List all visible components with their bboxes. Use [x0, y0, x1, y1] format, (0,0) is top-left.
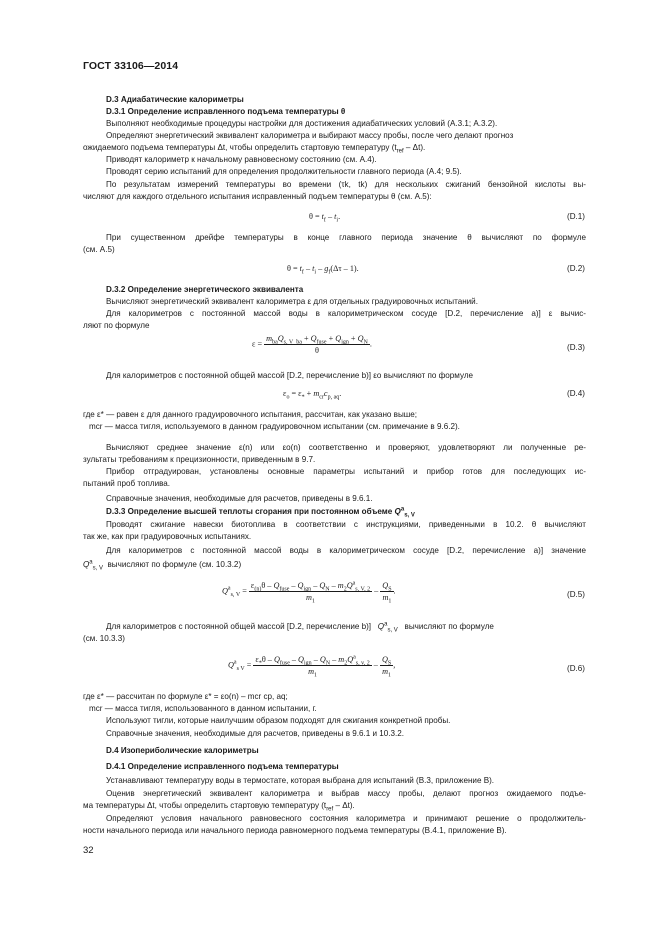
paragraph-line: (см. 10.3.3)	[83, 634, 126, 643]
paragraph-line: числяют для каждого отдельного испытания исправленный подъем температуры θ (см. А.5):	[83, 192, 432, 201]
paragraph-line: Для калориметров с постоянной общей массой [D.2, перечисление b)] εo вычисляют по формуле	[106, 371, 474, 380]
section-d31-title: D.3.1 Определение исправленного подъема температуры θ	[106, 107, 346, 116]
paragraph-line: Используют тигли, которые наилучшим образом подходят для сжигания конкретной пробы.	[106, 716, 451, 725]
paragraph-line: Для калориметров с постоянной массой воды в калориметрическом сосуде [D.2, перечисление а)] значение	[106, 546, 586, 555]
equation-number: (D.5)	[567, 590, 585, 599]
paragraph-line: Определяют условия начального равновесного состояния калориметра и принимают решение о продолжитель-	[106, 814, 586, 823]
paragraph-line: ма температуры Δt, чтобы определить стартовую температуру $(t_{ref} - \Delta t)$.	[83, 801, 355, 813]
paragraph-line: Приводят калориметр к начальному равновесному состоянию (см. А.4).	[106, 155, 377, 164]
paragraph-line: так же, как при градуировочных испытаниях.	[83, 532, 252, 541]
page-number: 32	[83, 845, 94, 856]
document-header: ГОСТ 33106—2014	[83, 60, 179, 72]
paragraph-line: При существенном дрейфе температуры в конце главного периода значение θ вычисляют по формуле	[106, 233, 586, 242]
equation-number: (D.1)	[567, 212, 585, 221]
paragraph-line: где ε* — равен ε для данного градуировочного испытания, рассчитан, как указано выше;	[83, 410, 418, 419]
paragraph-line: ляют по формуле	[83, 321, 150, 330]
paragraph-line: пытаний проб топлива.	[83, 479, 171, 488]
equation-number: (D.4)	[567, 389, 585, 398]
paragraph-line: $Q^a_{s, V}$ вычисляют по формуле (см. 10.3.2)	[83, 559, 242, 572]
paragraph-line: mcr — масса тигля, используемого в данном градуировочном испытании (см. примечание в 9.6.2).	[89, 422, 460, 431]
paragraph-line: (см. А.5)	[83, 245, 115, 254]
formula-d5: $Q^a_{s, V}$ = $\frac{\varepsilon_{(n)}\theta - Q_{fuse} - Q_{ign} - Q_N - m_2Q^a_{s, V, 2}}{m_1}$ – $\frac{Q_S}{m_1}$ .	[222, 580, 396, 605]
formula-d2: $\theta = t_f - t_i - g_f(\Delta\tau - 1)$.	[287, 264, 359, 276]
paragraph-line: Оценив энергетический эквивалент калориметра и выбрав массу пробы, делают прогноз ожидаемого подъе-	[106, 789, 586, 798]
paragraph-line: ности начального периода или начального периода равномерного подъема температуры (В.4.1, приложение В).	[83, 826, 507, 835]
paragraph-line: mcr — масса тигля, использованного в данном испытании, г.	[89, 704, 317, 713]
paragraph-line: Вычисляют среднее значение ε(n) или εo(n) соответственно и проверяют, удовлетворяют ли полученные ре-	[106, 443, 586, 452]
paragraph-line: По результатам измерений температуры во времени (τk, tk) для нескольких сжиганий бензойной кислоты вы-	[106, 180, 586, 189]
paragraph-line: Проводят серию испытаний для определения продолжительности главного периода (А.4; 9.5).	[106, 167, 462, 176]
paragraph-line: Устанавливают температуру воды в термостате, которая выбрана для испытаний (В.3, приложение В).	[106, 776, 495, 785]
formula-d6: $Q^a_{s V}$ = $\frac{\varepsilon_*\theta - Q_{fuse} - Q_{ign} - Q_N - m_2Q^a_{s, v, 2}}{m_1}$ – $\frac{Q_S}{m_1}$ ,	[228, 654, 396, 679]
formula-d4: $\varepsilon_o = \varepsilon_* + m_{cr}c_{p, aq}$.	[283, 389, 342, 401]
paragraph-line: Для калориметров с постоянной общей массой [D.2, перечисление b)] $Q^a_{s, V}$ вычисляют по формуле	[106, 621, 494, 634]
section-d33-title: D.3.3 Определение высшей теплоты сгорания при постоянном объеме $Q^a_{s, V}$	[106, 506, 415, 519]
paragraph-line: Выполняют необходимые процедуры настройки для достижения адиабатических условий (А.3.1; А.3.2).	[106, 119, 498, 128]
section-d32-title: D.3.2 Определение энергетического эквивалента	[106, 285, 304, 294]
equation-number: (D.6)	[567, 664, 585, 673]
paragraph-line: Прибор отградуирован, установлены основные параметры испытаний и прибор готов для последующих ис-	[106, 467, 586, 476]
equation-number: (D.2)	[567, 264, 585, 273]
section-d41-title: D.4.1 Определение исправленного подъема температуры	[106, 762, 339, 771]
paragraph-line: где ε* — рассчитан по формуле ε* = εo(n) – mcr cp, aq;	[83, 692, 288, 701]
formula-d3: ε = $\frac{m_{ba}Q_{s, V ba} + Q_{fuse} + Q_{ign} + Q_N}{\theta}$ .	[252, 334, 372, 355]
equation-number: (D.3)	[567, 343, 585, 352]
paragraph-line: Для калориметров с постоянной массой воды в калориметрическом сосуде [D.2, перечисление а)] ε вычис-	[106, 309, 586, 318]
paragraph-line: Определяют энергетический эквивалент калориметра и выбирают массу пробы, после чего делают прогноз	[106, 131, 514, 140]
paragraph-line: Вычисляют энергетический эквивалент калориметра ε для отдельных градуировочных испытаний.	[106, 297, 478, 306]
paragraph-line: ожидаемого подъема температуры Δt, чтобы определить стартовую температуру $(t_{ref} - \Delta t)$.	[83, 143, 426, 155]
section-d3-title: D.3 Адиабатические калориметры	[106, 95, 244, 104]
section-d4-title: D.4 Изопериболические калориметры	[106, 746, 259, 755]
paragraph-line: Справочные значения, необходимые для расчетов, приведены в 9.6.1 и 10.3.2.	[106, 729, 405, 738]
paragraph-line: Проводят сжигание навески биотоплива в соответствии с инструкциями, приведенными в 10.2. θ вычисляют	[106, 520, 586, 529]
paragraph-line: Справочные значения, необходимые для расчетов, приведены в 9.6.1.	[106, 494, 373, 503]
formula-d1: $\theta = t_f - t_i$.	[309, 212, 341, 224]
paragraph-line: зультаты требованиям к прецизионности, приведенным в 9.7.	[83, 455, 316, 464]
